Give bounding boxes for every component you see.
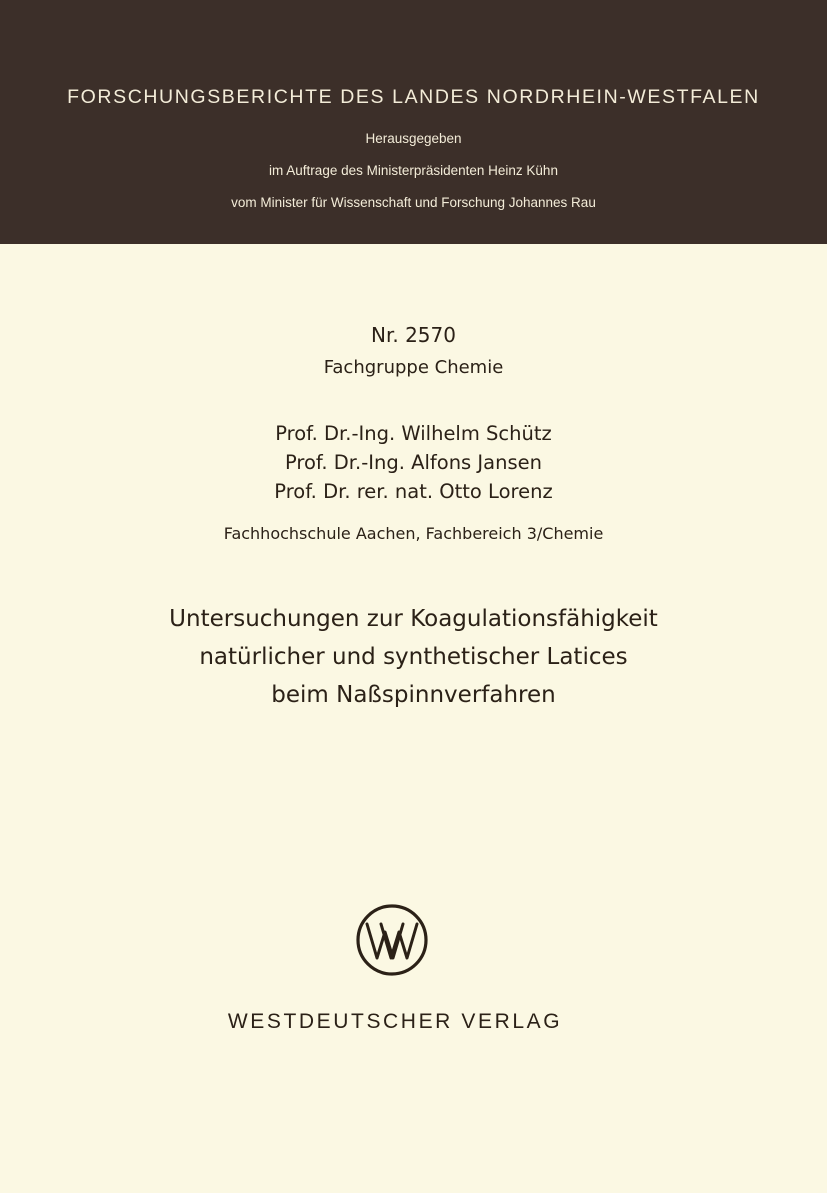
- title-line-1: Untersuchungen zur Koagulationsfähigkeit: [169, 606, 658, 632]
- title-line-3: beim Naßspinnverfahren: [271, 682, 556, 708]
- title-line-2: natürlicher und synthetischer Latices: [199, 644, 628, 670]
- author-1: Prof. Dr.-Ing. Wilhelm Schütz: [275, 422, 552, 445]
- editor-line: Herausgegeben: [365, 131, 462, 146]
- minister-line: vom Minister für Wissenschaft und Forschung Johannes Rau: [231, 195, 596, 210]
- subject-group: Fachgruppe Chemie: [323, 357, 504, 378]
- author-2: Prof. Dr.-Ing. Alfons Jansen: [285, 451, 542, 474]
- institution: Fachhochschule Aachen, Fachbereich 3/Chemie: [223, 524, 604, 543]
- header-band: [0, 0, 827, 244]
- publisher-name: WESTDEUTSCHER VERLAG: [227, 1010, 563, 1033]
- series-title: FORSCHUNGSBERICHTE DES LANDES NORDRHEIN-WESTFALEN: [67, 86, 760, 108]
- author-3: Prof. Dr. rer. nat. Otto Lorenz: [274, 480, 553, 503]
- commission-line: im Auftrage des Ministerpräsidenten Heinz Kühn: [269, 163, 558, 178]
- report-number: Nr. 2570: [371, 323, 456, 347]
- westdeutscher-verlag-ww-logo-icon: [355, 903, 429, 977]
